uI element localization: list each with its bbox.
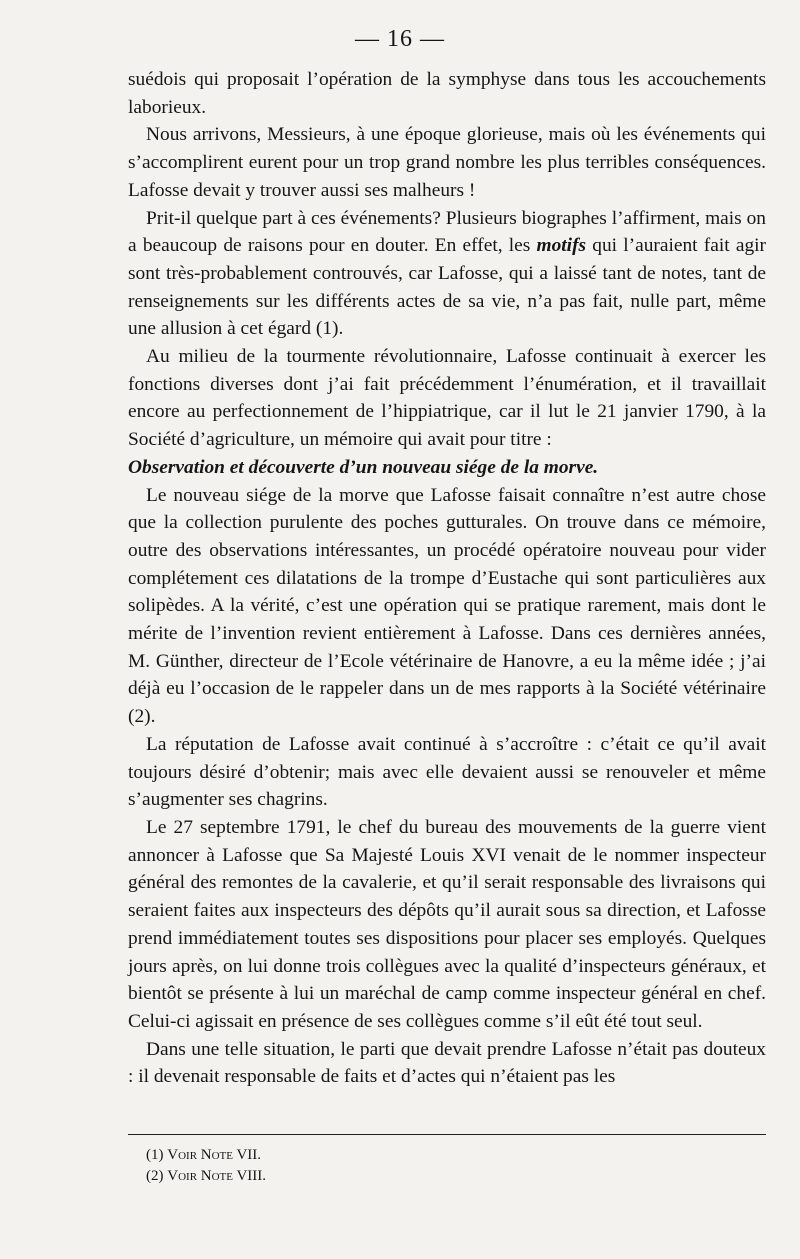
paragraph-continuation: suédois qui proposait l’opération de la symphyse dans tous les accouchements laborieux. — [128, 69, 766, 118]
paragraph: Le 27 septembre 1791, le chef du bureau des mouvements de la guerre vient annoncer à Lafosse que Sa Majesté Louis XVI venait de le nommer inspecteur général des remontes de la cavalerie, et qu’il serait responsable des livraisons qui seraient faites aux inspecteurs des dépôts qu’il aurait sous sa direction, et Lafosse prend immédiatement toutes ses dispositions pour placer ses employés. Quelques jours après, on lui donne trois collègues avec la qualité d’inspecteurs généraux, et bientôt se présente à lui un maréchal de camp comme inspecteur général en chef. Celui-ci agissait en présence de ses collègues comme s’il eût été tout seul. — [128, 816, 766, 1032]
footnotes — [146, 1145, 266, 1187]
paragraph: Le nouveau siége de la morve que Lafosse faisait connaître n’est autre chose que la collection purulente des poches gutturales. On trouve dans ce mémoire, outre des observations intéressantes, un procédé opératoire nouveau pour vider complétement ces dilatations de la trompe d’Eustache qui sont particulières aux solipèdes. A la vérité, c’est une opération qui se pratique rarement, mais dont le mérite de l’invention revient entièrement à Lafosse. Dans ces dernières années, M. Günther, directeur de l’Ecole vétérinaire de Hanovre, a eu la même idée ; j’ai déjà eu l’occasion de le rappeler dans un de mes rapports à la Société vétérinaire (2). — [128, 484, 766, 728]
body-text — [128, 66, 766, 1091]
paragraph-text: Au milieu de la tourmente révolutionnaire, Lafosse continuait à exercer les fonctions diverses dont j’ai fait précédemment l’énumération, et il travaillait encore au perfectionnement de l’hippiatrique, car il lut le 21 janvier 1790, à la Société d’agriculture, un mémoire qui avait pour titre : — [128, 346, 766, 451]
footnote-text: Voir Note VIII. — [167, 1168, 267, 1184]
emphasized-word: motifs — [536, 235, 587, 257]
footnote — [146, 1166, 266, 1187]
paragraph-text: qui l’auraient fait agir sont très-probablement controuvés, car Lafosse, qui a laissé tant de notes, tant de renseignements sur les différents actes de sa vie, n’a pas fait, nulle part, même une allusion à cet égard (1). — [128, 235, 766, 340]
paragraph-text: Prit-il quelque part à ces événements? Plusieurs biographes l’affirment, mais on a beaucoup de raisons pour en douter. En effet, les — [128, 207, 766, 257]
paragraph — [128, 205, 766, 344]
page-number: — 16 — — [355, 26, 445, 52]
footnote-text: Voir Note VII. — [167, 1147, 262, 1163]
footnote-marker: (1) — [146, 1147, 164, 1163]
footnote-marker: (2) — [146, 1168, 164, 1184]
paragraph: Nous arrivons, Messieurs, à une époque glorieuse, mais où les événements qui s’accomplirent eurent pour un trop grand nombre les plus terribles conséquences. Lafosse devait y trouver aussi ses malheurs ! — [128, 124, 766, 201]
memoir-title: Observation et découverte d’un nouveau siége de la morve. — [128, 456, 599, 478]
paragraph: Dans une telle situation, le parti que devait prendre Lafosse n’était pas douteux : il devenait responsable de faits et d’actes qui n’étaient pas les — [128, 1038, 766, 1088]
footnote — [146, 1145, 266, 1166]
footnote-divider — [128, 1134, 766, 1135]
paragraph: La réputation de Lafosse avait continué à s’accroître : c’était ce qu’il avait toujours désiré d’obtenir; mais avec elle devaient aussi se renouveler et même s’augmenter ses chagrins. — [128, 733, 766, 811]
paragraph — [128, 343, 766, 482]
